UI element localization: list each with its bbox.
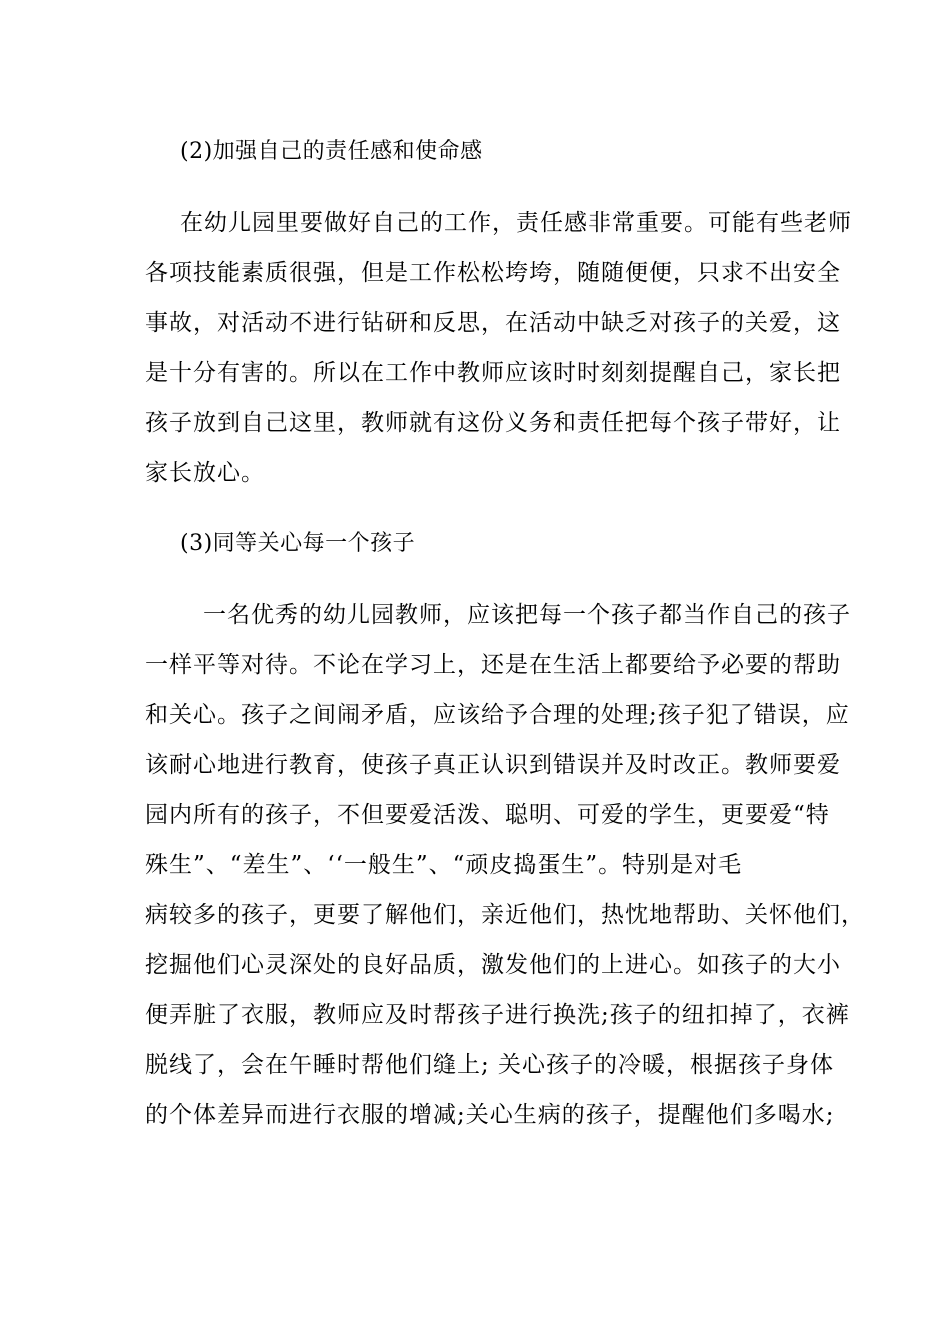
section-2-line-6: 家长放心。 <box>145 460 265 486</box>
section-3-line-7: 病较多的孩子，更要了解他们，亲近他们，热忱地帮助、关怀他们， <box>145 902 865 928</box>
section-3-line-6: 殊生”、“差生”、‘‘一般生”、“顽皮捣蛋生”。特别是对毛 <box>145 852 743 878</box>
section-3-line-10: 脱线了，会在午睡时帮他们缝上; 关心孩子的冷暖，根据孩子身体 <box>145 1052 835 1078</box>
section-2-line-1: 在幼儿园里要做好自己的工作，责任感非常重要。可能有些老师 <box>180 210 852 236</box>
section-2-line-4: 是十分有害的。所以在工作中教师应该时时刻刻提醒自己，家长把 <box>145 360 841 386</box>
section-3-line-2: 一样平等对待。不论在学习上，还是在生活上都要给予必要的帮助 <box>145 652 841 678</box>
section-3-line-3: 和关心。孩子之间闹矛盾，应该给予合理的处理;孩子犯了错误，应 <box>145 702 850 728</box>
section-3-line-1: 一名优秀的幼儿园教师，应该把每一个孩子都当作自己的孩子 <box>203 602 851 628</box>
section-2-line-5: 孩子放到自己这里，教师就有这份义务和责任把每个孩子带好，让 <box>145 410 841 436</box>
section-3-heading: (3)同等关心每一个孩子 <box>180 531 416 556</box>
section-2-line-2: 各项技能素质很强，但是工作松松垮垮，随随便便，只求不出安全 <box>145 260 841 286</box>
section-2-heading: (2)加强自己的责任感和使命感 <box>180 139 483 164</box>
section-3-line-11: 的个体差异而进行衣服的增减;关心生病的孩子，提醒他们多喝水; <box>145 1102 835 1128</box>
section-3-line-4: 该耐心地进行教育，使孩子真正认识到错误并及时改正。教师要爱 <box>145 752 841 778</box>
section-3-line-5: 园内所有的孩子，不但要爱活泼、聪明、可爱的学生，更要爱“特 <box>145 802 830 828</box>
section-2-line-3: 事故，对活动不进行钻研和反思，在活动中缺乏对孩子的关爱，这 <box>145 310 841 336</box>
section-3-line-8: 挖掘他们心灵深处的良好品质，激发他们的上进心。如孩子的大小 <box>145 952 841 978</box>
section-3-line-9: 便弄脏了衣服，教师应及时帮孩子进行换洗;孩子的纽扣掉了，衣裤 <box>145 1002 850 1028</box>
